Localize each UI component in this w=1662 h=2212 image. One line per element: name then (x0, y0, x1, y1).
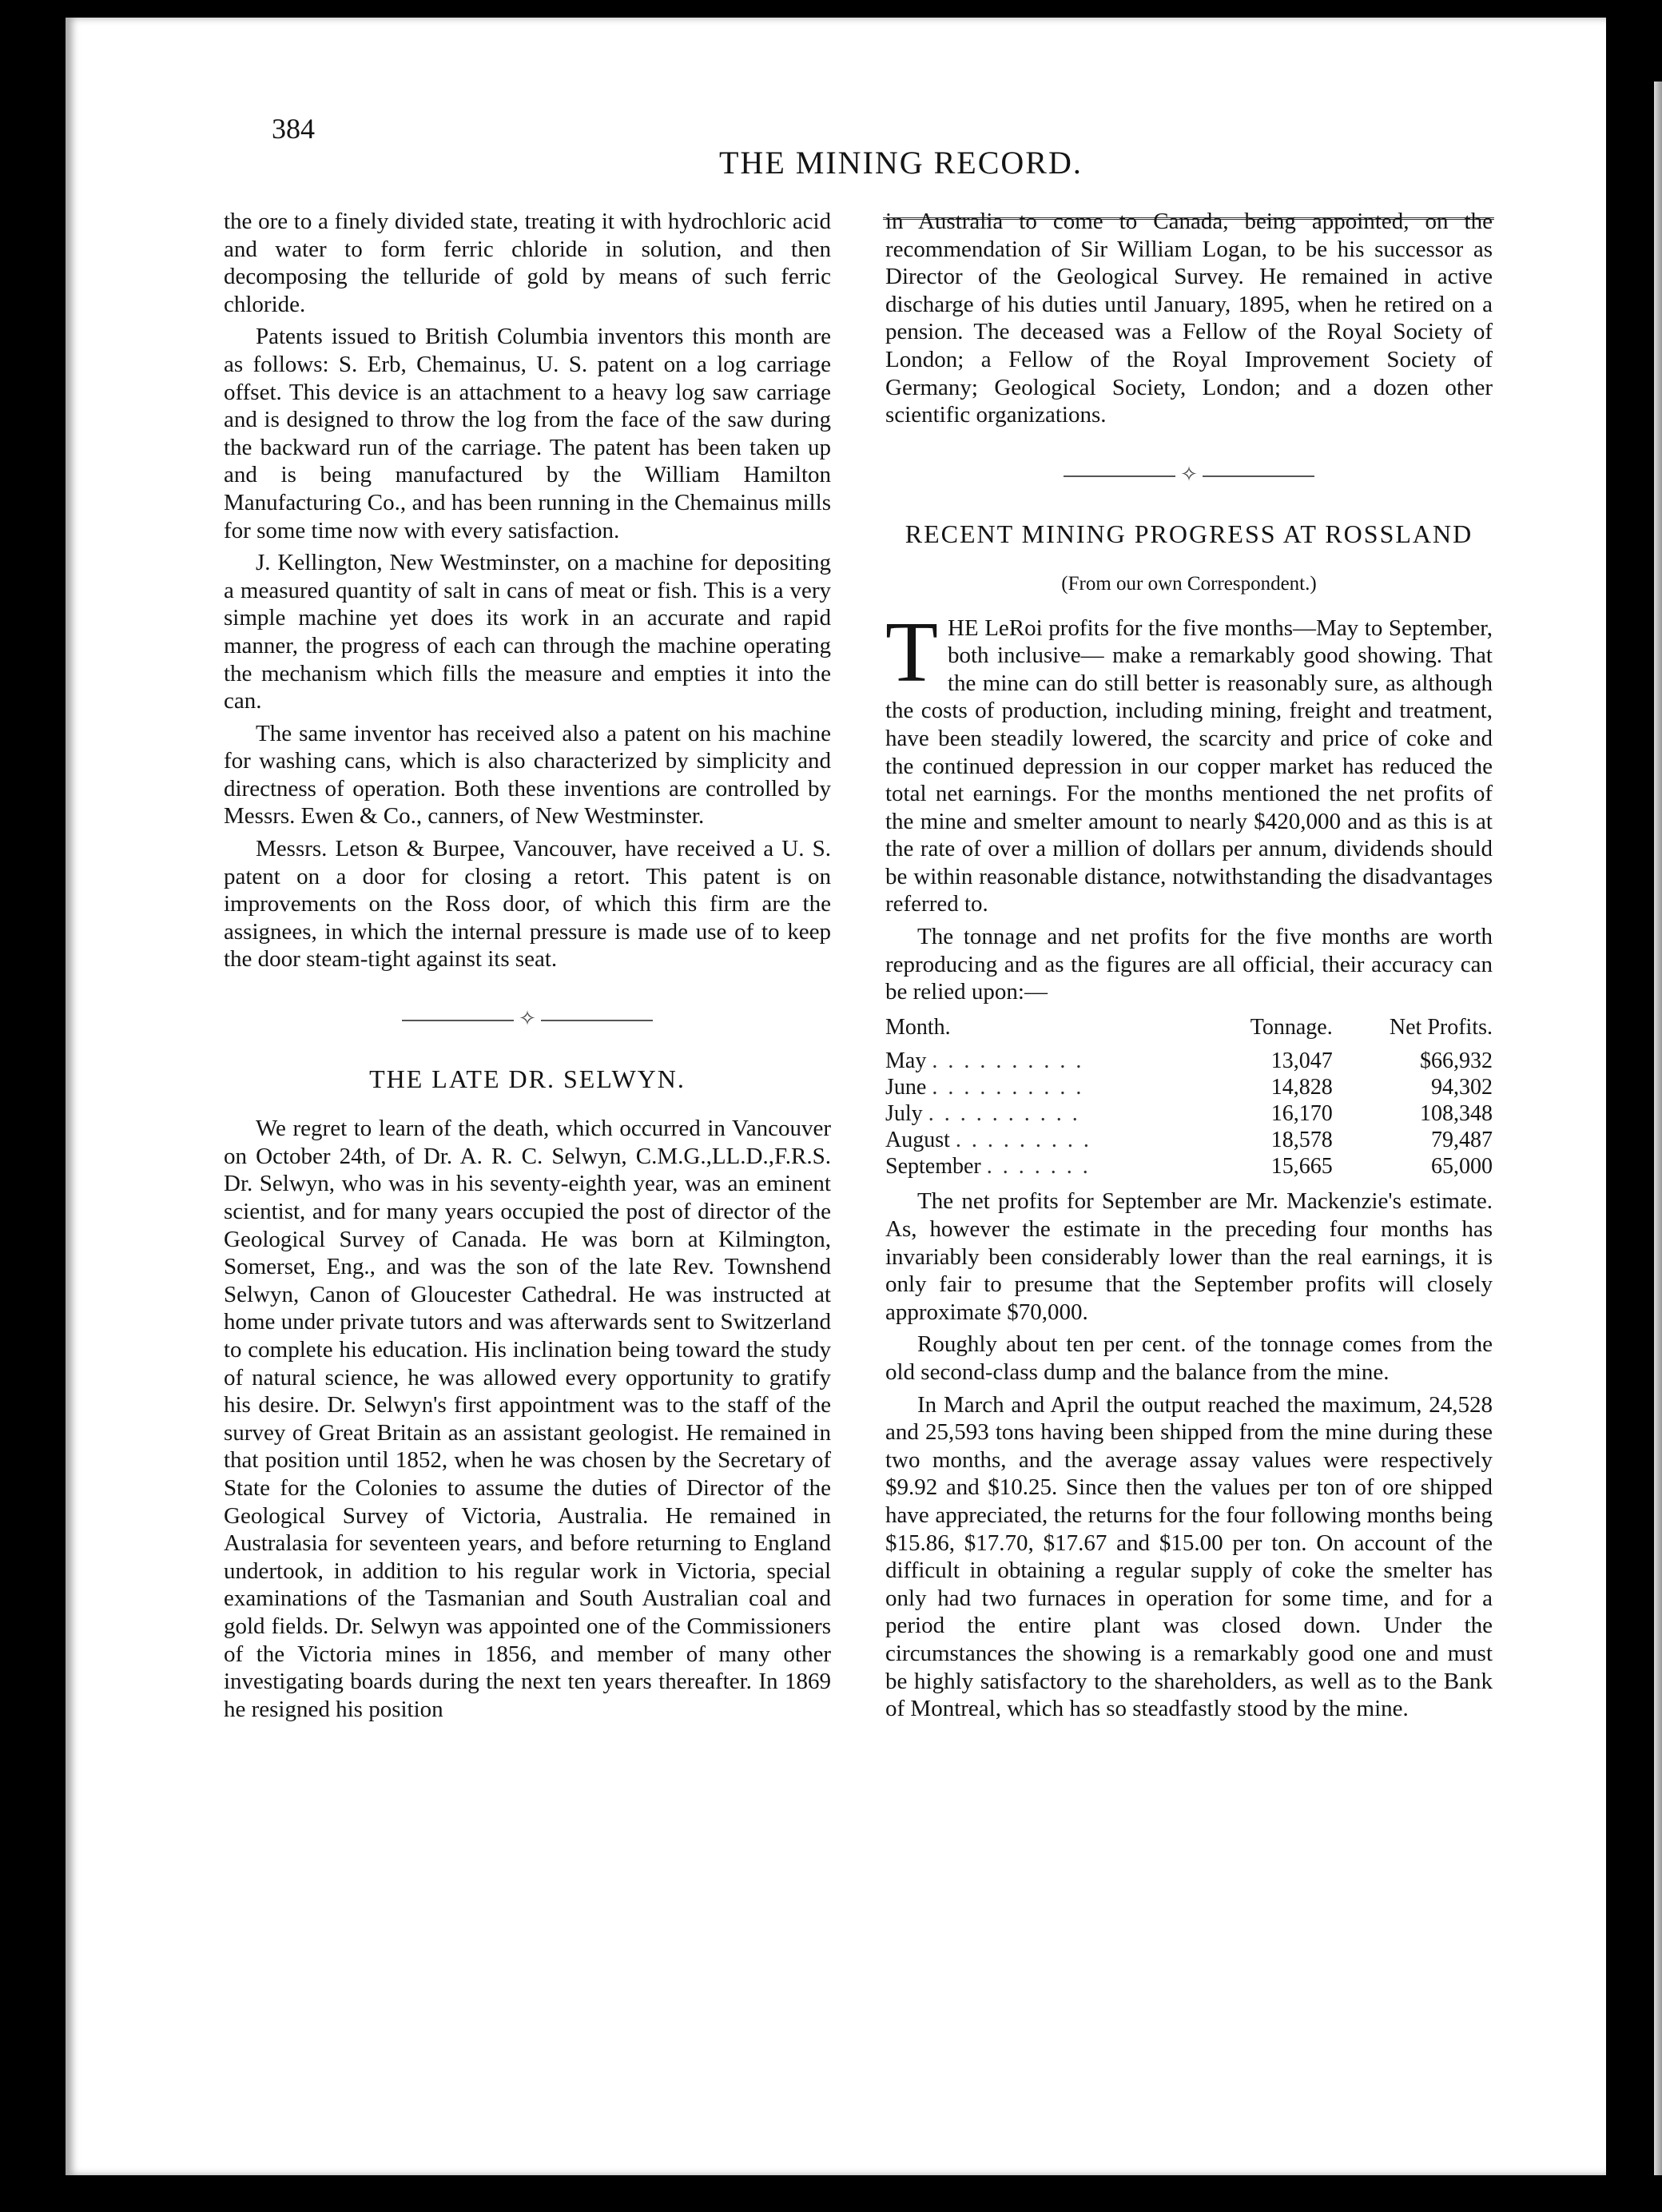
intro-text: HE LeRoi profits for the five months—May to September, both inclusive— make a remarkably good showing. That the mine can do still better is reasonably sure, as although the costs of production, including mining, freight and treatment, have been steadily lowered, the scarcity and price of coke and the continued depression in our copper market has reduced the total net earnings. For the months mentioned the net profits of the mine and smelter amount to nearly $420,000 and as this is at the rate of over a million of dollars per annum, dividends should be within reasonable distance, notwithstanding the disadvantages referred to. (885, 615, 1493, 917)
paragraph: In March and April the output reached the maximum, 24,528 and 25,593 tons having been shipped from the mine during these two months, and the average assay values were respectively $9.92 and $10.25. Since then the values per ton of ore shipped have appreciated, the returns for the four following months being $15.86, $17.70, $17.67 and $15.00 per ton. On account of the difficult in obtaining a regular supply of coke the smelter has only had two furnaces in operation for some time, and for a period the entire plant was closed down. Under the circumstances the showing is a remarkably good one and must be highly satisfactory to the shareholders, as well as to the Bank of Montreal, which has so steadfastly stood by the mine. (885, 1391, 1493, 1722)
table-row: July . . . . . . . . . . 16,170 108,348 (885, 1101, 1493, 1127)
table-row: June . . . . . . . . . . 14,828 94,302 (885, 1075, 1493, 1100)
cell-profits: 79,487 (1431, 1128, 1493, 1153)
left-column (224, 208, 831, 1728)
paragraph: The net profits for September are Mr. Mackenzie's estimate. As, however the estimate in the preceding four months has invariably been considerably lower than the real earnings, it is only fair to presume that the September profits will closely approximate $70,000. (885, 1188, 1493, 1325)
cell-month: June (885, 1075, 927, 1100)
cell-tonnage: 13,047 (1270, 1048, 1333, 1074)
page-binding-shadow (1654, 82, 1662, 2175)
table-row: September . . . . . . . 15,665 65,000 (885, 1154, 1493, 1180)
cell-tonnage: 18,578 (1270, 1128, 1333, 1153)
paragraph: The same inventor has received also a patent on his machine for washing cans, which is also characterized by simplicity and directness of operation. Both these inventions are controlled by Messrs. Ewen & Co., canners, of New Westminster. (224, 720, 831, 830)
cell-month: September (885, 1154, 981, 1180)
rossland-title: RECENT MINING PROGRESS AT ROSSLAND (905, 519, 1473, 549)
selwyn-title: THE LATE DR. SELWYN. (369, 1064, 686, 1093)
cell-month: May (885, 1048, 927, 1074)
cell-month: August (885, 1128, 950, 1153)
cell-profits: 65,000 (1431, 1154, 1493, 1180)
byline: (From our own Correspondent.) (1061, 572, 1317, 595)
selwyn-article-text: We regret to learn of the death, which occurred in Vancouver on October 24th, of Dr. A. R. C. Selwyn, C.M.G.,LL.D.,F.R.S. Dr. Selwyn, who was in his seventy-eighth year, was an eminent scientist, and for many years occupied the post of director of the Geological Survey of Canada. He was born at Kilmington, Somerset, Eng., and was the son of the late Rev. Townshend Selwyn, Canon of Gloucester Cathedral. He was instructed at home under private tutors and was afterwards sent to Switzerland to complete his education. His inclination being toward the study of natural science, he was allowed every opportunity to gratify his desire. Dr. Selwyn's first appointment was to the staff of the survey of Great Britain as an assistant geologist. He remained in that position until 1852, when he was chosen by the Secretary of State for the Colonies to assume the duties of Director of the Geological Survey of Victoria, Australia. He remained in Australasia for seventeen years, and before returning to England undertook, in addition to his regular work in Victoria, special examinations of the Tasmanian and South Australian coal and gold fields. Dr. Selwyn was appointed one of the Commissioners of the Victoria mines in 1856, and member of many other investigating boards during the next ten years thereafter. In 1869 he resigned his position (224, 1116, 831, 1722)
table-row: August . . . . . . . . . 18,578 79,487 (885, 1128, 1493, 1153)
page-number: 384 (272, 113, 315, 145)
cell-tonnage: 15,665 (1270, 1154, 1333, 1180)
header-profits: Net Profits. (1389, 1014, 1493, 1040)
drop-cap: T (885, 604, 938, 700)
cell-month: July (885, 1101, 923, 1127)
header-month: Month. (885, 1014, 951, 1040)
rossland-intro (885, 604, 1493, 919)
paragraph: Roughly about ten per cent. of the tonnage comes from the old second-class dump and the balance from the mine. (885, 1331, 1493, 1385)
cell-profits: 108,348 (1420, 1101, 1493, 1127)
section-divider: ✧ (885, 461, 1493, 489)
header-tonnage: Tonnage. (1250, 1014, 1333, 1040)
paragraph: J. Kellington, New Westminster, on a machine for depositing a measured quantity of salt in cans of meat or fish. This is a very simple machine yet does its work in an accurate and rapid manner, the progress of each can through the machine operating the mechanism which fills the measure and empties it into the can. (224, 550, 831, 714)
journal-title: THE MINING RECORD. (719, 145, 1083, 181)
page-header (272, 112, 1494, 184)
paragraph: the ore to a finely divided state, treating it with hydrochloric acid and water to form ferric chloride in solution, and then decomposing the telluride of gold by means of such ferric chloride. (224, 209, 831, 317)
table-intro: The tonnage and net profits for the five months are worth reproducing and as the figures are all official, their accuracy can be relied upon:— (885, 924, 1493, 1005)
cell-profits: 94,302 (1431, 1075, 1493, 1100)
cell-tonnage: 16,170 (1270, 1101, 1333, 1127)
paragraph: Messrs. Letson & Burpee, Vancouver, have received a U. S. patent on a door for closing a retort. This patent is on improvements on the Ross door, of which this firm are the assignees, in which the internal pressure is made use of to keep the door steam-tight against its seat. (224, 836, 831, 973)
selwyn-continued-text: in Australia to come to Canada, being appointed, on the recommendation of Sir William Logan, to be his successor as Director of the Geological Survey. He remained in active discharge of his duties until January, 1895, when he retired on a pension. The deceased was a Fellow of the Royal Society of London; a Fellow of the Royal Improvement Society of Germany; Geological Society, London; and a dozen other scientific organizations. (885, 209, 1493, 428)
table-row: May . . . . . . . . . . 13,047 $66,932 (885, 1048, 1493, 1074)
cell-tonnage: 14,828 (1270, 1075, 1333, 1100)
paragraph: Patents issued to British Columbia inventors this month are as follows: S. Erb, Chemainus, U. S. patent on a log carriage offset. This device is an attachment to a heavy log saw carriage and is designed to throw the log from the face of the saw during the backward run of the carriage. The patent has been taken up and is being manufactured by the William Hamilton Manufacturing Co., and has been running in the Chemainus mills for some time now with every satisfaction. (224, 324, 831, 543)
right-column (885, 208, 1493, 1728)
cell-profits: $66,932 (1420, 1048, 1493, 1074)
section-divider: ✧ (224, 1005, 831, 1033)
tonnage-table (885, 1014, 1493, 1180)
